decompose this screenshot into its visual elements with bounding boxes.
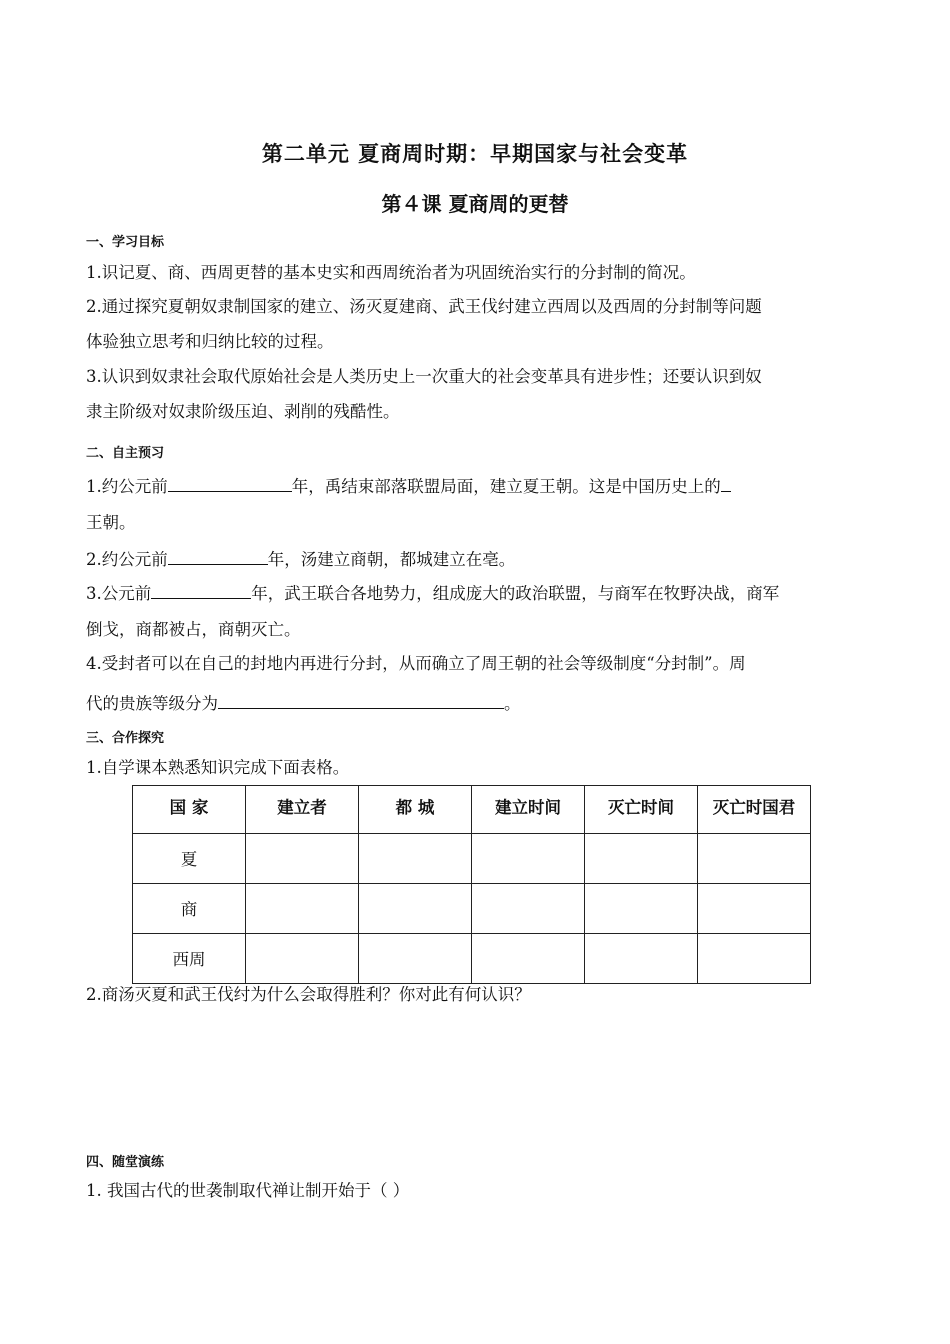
table-cell[interactable] [585, 934, 698, 984]
table-row [133, 934, 811, 984]
table-cell[interactable] [246, 934, 359, 984]
preview-question-4 [86, 691, 866, 715]
question-text: 年，汤建立商朝，都城建立在亳。 [267, 550, 516, 569]
column-header: 灭亡时间 [585, 786, 698, 834]
row-label: 西周 [133, 934, 246, 984]
question-text: 年，禹结束部落联盟局面，建立夏王朝。这是中国历史上的 [291, 477, 721, 496]
table-cell[interactable] [246, 834, 359, 884]
fill-blank[interactable] [721, 474, 731, 492]
objective-line: 3.认识到奴隶社会取代原始社会是人类历史上一次重大的社会变革具有进步性；还要认识到奴 [86, 367, 762, 386]
table-cell[interactable] [359, 884, 472, 934]
question-text: 3.公元前 [86, 584, 152, 603]
question-text: 4.受封者可以在自己的封地内再进行分封，从而确立了周王朝的社会等级制度“分封制”。周 [86, 654, 746, 673]
question-text: 。 [504, 694, 521, 713]
question-text: 2.约公元前 [86, 550, 168, 569]
table-cell[interactable] [585, 834, 698, 884]
unit-title: 第二单元 夏商周时期：早期国家与社会变革 [261, 142, 689, 166]
question-text: 1.约公元前 [86, 477, 168, 496]
objective-line: 体验独立思考和归纳比较的过程。 [86, 332, 334, 351]
fill-blank[interactable] [151, 581, 251, 599]
lesson-title: 第４课 夏商周的更替 [381, 192, 569, 216]
preview-question-2 [86, 547, 866, 571]
fill-blank[interactable] [168, 547, 268, 565]
preview-question-1 [86, 474, 866, 498]
section-heading-objectives: 一、学习目标 [86, 235, 165, 250]
section-heading-inquiry: 三、合作探究 [86, 731, 165, 746]
objective-line: 1.识记夏、商、西周更替的基本史实和西周统治者为巩固统治实行的分封制的简况。 [86, 263, 696, 282]
inquiry-question-1: 1.自学课本熟悉知识完成下面表格。 [86, 758, 350, 777]
table-cell[interactable] [472, 834, 585, 884]
section-heading-preview: 二、自主预习 [86, 446, 165, 461]
table-cell[interactable] [698, 884, 811, 934]
dynasty-table [132, 785, 811, 984]
inquiry-question-2: 2.商汤灭夏和武王伐纣为什么会取得胜利？你对此有何认识？ [86, 985, 531, 1004]
row-label: 商 [133, 884, 246, 934]
fill-blank[interactable] [168, 474, 292, 492]
column-header: 灭亡时国君 [698, 786, 811, 834]
column-header: 国 家 [133, 786, 246, 834]
column-header: 都 城 [359, 786, 472, 834]
row-label: 夏 [133, 834, 246, 884]
table-cell[interactable] [472, 884, 585, 934]
table-cell[interactable] [359, 834, 472, 884]
question-text: 代的贵族等级分为 [86, 694, 218, 713]
question-text: 王朝。 [86, 513, 136, 532]
table-cell[interactable] [698, 934, 811, 984]
fill-blank[interactable] [218, 691, 504, 709]
table-cell[interactable] [359, 934, 472, 984]
objective-line: 隶主阶级对奴隶阶级压迫、剥削的残酷性。 [86, 402, 400, 421]
section-heading-practice: 四、随堂演练 [86, 1155, 165, 1170]
table-row [133, 834, 811, 884]
table-header-row [133, 786, 811, 834]
table-cell[interactable] [698, 834, 811, 884]
practice-question-1: 1. 我国古代的世袭制取代禅让制开始于（ ） [86, 1181, 410, 1200]
table-row [133, 884, 811, 934]
question-text: 年，武王联合各地势力，组成庞大的政治联盟，与商军在牧野决战，商军 [251, 584, 780, 603]
column-header: 建立者 [246, 786, 359, 834]
table-cell[interactable] [472, 934, 585, 984]
table-cell[interactable] [246, 884, 359, 934]
objective-line: 2.通过探究夏朝奴隶制国家的建立、汤灭夏建商、武王伐纣建立西周以及西周的分封制等问题 [86, 297, 762, 316]
column-header: 建立时间 [472, 786, 585, 834]
question-text: 倒戈，商都被占，商朝灭亡。 [86, 620, 301, 639]
preview-question-3 [86, 581, 866, 605]
table-cell[interactable] [585, 884, 698, 934]
